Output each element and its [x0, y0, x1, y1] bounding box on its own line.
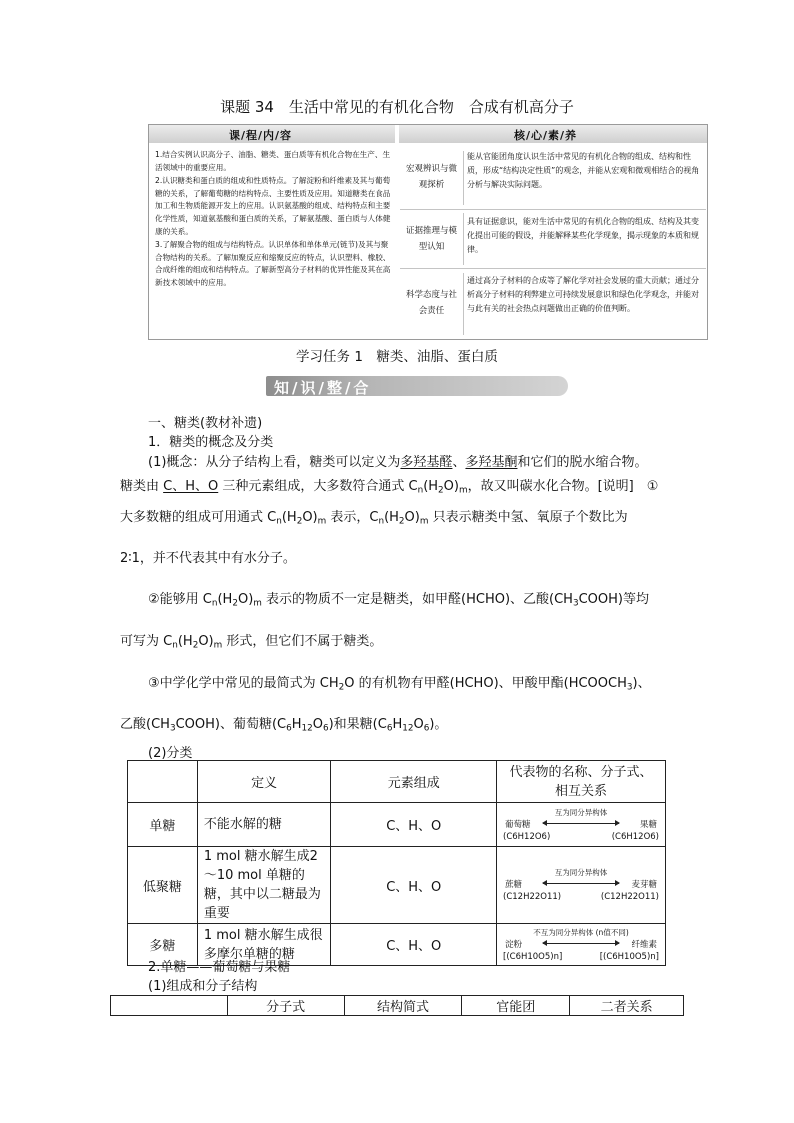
relation-left-formula: [(C6H10O5)n] — [503, 951, 563, 962]
double-arrow-icon — [543, 823, 619, 824]
table-header-row — [128, 761, 666, 803]
sugar-classification-table — [127, 760, 666, 966]
double-arrow-icon — [543, 883, 619, 884]
paragraph-note-2-end: 可写为 $C_n(H_2O)_m$ 形式，但它们不属于糖类。 — [120, 634, 383, 651]
literacy-desc: 通过高分子材料的合成等了解化学对社会发展的重大贡献；通过分析高分子材料的利弊建立可持续发展意识和绿色化学观念，并能对与此有关的社会热点问题做出正确的价值判断。 — [467, 276, 699, 313]
literacy-desc: 具有证据意识，能对生活中常见的有机化合物的组成、结构及其变化提出可能的假设，并能解释某些化学现象，揭示现象的本质和规律。 — [467, 217, 699, 254]
sugar-type: 单糖 — [128, 803, 198, 847]
sugar-relation — [497, 924, 666, 966]
literacy-name: 科学态度与社会责任 — [400, 273, 464, 335]
course-content-list — [155, 149, 393, 291]
sugar-relation — [497, 847, 666, 924]
paragraph-note-3: ③中学化学中常见的最简式为 $CH_2O$ 的有机物有甲醛(HCHO)、甲酸甲酯$(HCOOCH_3)$、 — [148, 676, 651, 693]
sugar-elements: C、H、O — [331, 847, 497, 924]
table-header-row — [111, 996, 684, 1016]
table-header-cell — [111, 996, 228, 1016]
monosaccharide-table — [110, 995, 684, 1016]
table-header-cell: 定义 — [197, 761, 331, 803]
section-badge-label: 知/识/整/合 — [274, 379, 372, 397]
course-item: 2.认识糖类和蛋白质的组成和性质特点。了解淀粉和纤维素及其与葡萄糖的关系，了解葡萄糖的结构特点、主要性质及应用。知道糖类在食品加工和生物质能源开发上的应用。认识氨基酸的组成、结构特点和主要化学性质，知道氨基酸和蛋白质的关系，了解氨基酸、蛋白质与人体健康的关系。 — [155, 176, 391, 236]
table-header-cell: 元素组成 — [331, 761, 497, 803]
paragraph-composition: 糖类由 C、H、O 三种元素组成，大多数符合通式 $C_n(H_2O)_m$，故又叫碳水化合物。[说明] ① — [120, 479, 659, 496]
paragraph-note-2: ②能够用 $C_n(H_2O)_m$ 表示的物质不一定是糖类，如甲醛(HCHO)、乙酸$(CH_3COOH)$等均 — [148, 592, 649, 609]
page-title: 课题 34 生活中常见的有机化合物 合成有机高分子 — [220, 98, 574, 116]
course-item: 1.结合实例认识高分子、油脂、糖类、蛋白质等有机化合物在生产、生活领域中的重要应用。 — [155, 150, 391, 172]
divider — [400, 209, 706, 210]
table-header-cell: 官能团 — [462, 996, 570, 1016]
sugar-relation — [497, 803, 666, 847]
relation-right-formula: [(C6H10O5)n] — [599, 951, 659, 962]
heading-monosaccharide: 2.单糖——葡萄糖与果糖 — [148, 960, 291, 975]
relation-right-formula: (C6H12O6) — [611, 831, 659, 842]
table-header-cell: 二者关系 — [570, 996, 684, 1016]
sugar-elements: C、H、O — [331, 803, 497, 847]
relation-label: 互为同分异构体 — [554, 807, 608, 817]
course-content-heading: 课/程/内/容 — [229, 129, 293, 142]
core-literacy-heading: 核/心/素/养 — [514, 129, 578, 142]
relation-right: 麦芽糖 — [631, 880, 657, 890]
relation-right: 纤维素 — [631, 939, 657, 950]
blank-answer: 多羟基醛 — [400, 455, 453, 470]
table-header-cell: 代表物的名称、分子式、相互关系 — [497, 761, 666, 803]
literacy-name: 证据推理与模型认知 — [400, 213, 464, 265]
divider — [400, 268, 706, 269]
sugar-definition: 不能水解的糖 — [197, 803, 331, 847]
heading-classification: (2)分类 — [148, 746, 193, 761]
relation-left-formula: (C6H12O6) — [503, 831, 551, 842]
task-title: 学习任务 1 糖类、油脂、蛋白质 — [296, 349, 498, 365]
blank-answer: 多羟基酮 — [465, 455, 518, 470]
relation-label: 互为同分异构体 — [554, 868, 608, 877]
table-header-cell — [128, 761, 198, 803]
heading-sugars: 一、糖类(教材补遗) — [148, 416, 263, 431]
literacy-name: 宏观辨识与微观探析 — [400, 151, 464, 205]
sugar-type: 低聚糖 — [128, 847, 198, 924]
relation-label: 不互为同分异构体 (n值不同) — [533, 927, 629, 937]
core-literacy-header — [399, 125, 707, 143]
course-literacy-panel — [148, 124, 708, 340]
table-header-cell: 结构简式 — [344, 996, 462, 1016]
literacy-desc: 能从官能团角度认识生活中常见的有机化合物的组成、结构和性质，形成“结构决定性质”的观念，并能从宏观和微观相结合的视角分析与解决实际问题。 — [467, 152, 700, 189]
heading-concept-classification: 1．糖类的概念及分类 — [148, 435, 274, 450]
course-content-header — [149, 125, 395, 143]
sugar-elements: C、H、O — [331, 924, 497, 966]
relation-left: 葡萄糖 — [505, 819, 531, 830]
table-row — [128, 847, 666, 924]
relation-left: 蔗糖 — [505, 880, 523, 890]
double-arrow-icon — [543, 943, 619, 944]
sugar-definition: 1 mol 糖水解生成很多摩尔单糖的糖 — [197, 924, 331, 966]
sugar-definition: 1 mol 糖水解生成2～10 mol 单糖的糖，其中以二糖最为重要 — [197, 847, 331, 924]
table-header-cell: 分子式 — [227, 996, 344, 1016]
table-row — [128, 803, 666, 847]
sugar-type: 多糖 — [128, 924, 198, 966]
relation-right: 果糖 — [639, 819, 657, 830]
relation-left-formula: (C12H22O11) — [503, 892, 562, 902]
relation-right-formula: (C12H22O11) — [600, 892, 659, 902]
heading-structure: (1)组成和分子结构 — [148, 979, 258, 994]
blank-answer: C、H、O — [163, 479, 219, 494]
paragraph-note-1: 大多数糖的组成可用通式 $C_n(H_2O)_m$ 表示，$C_n(H_2O)_m$ 只表示糖类中氢、氧原子个数比为 — [120, 510, 628, 527]
paragraph-note-1-end: 2∶1，并不代表其中有水分子。 — [120, 551, 296, 566]
section-badge — [266, 376, 568, 396]
relation-left: 淀粉 — [505, 939, 523, 950]
paragraph-concept: (1)概念：从分子结构上看，糖类可以定义为多羟基醛、多羟基酮和它们的脱水缩合物。 — [148, 455, 648, 470]
paragraph-note-3-end: 乙酸$(CH_3COOH)$、葡萄糖$(C_6H_{12}O_6)$和果糖$(C_6H_{12}O_6)$。 — [120, 717, 448, 734]
course-item: 3.了解聚合物的组成与结构特点。认识单体和单体单元(链节)及其与聚合物结构的关系。了解加聚反应和缩聚反应的特点，认识塑料、橡胶、合成纤维的组成和结构特点。了解新型高分子材料的优异性能及其在高新技术领域中的应用。 — [155, 240, 391, 287]
